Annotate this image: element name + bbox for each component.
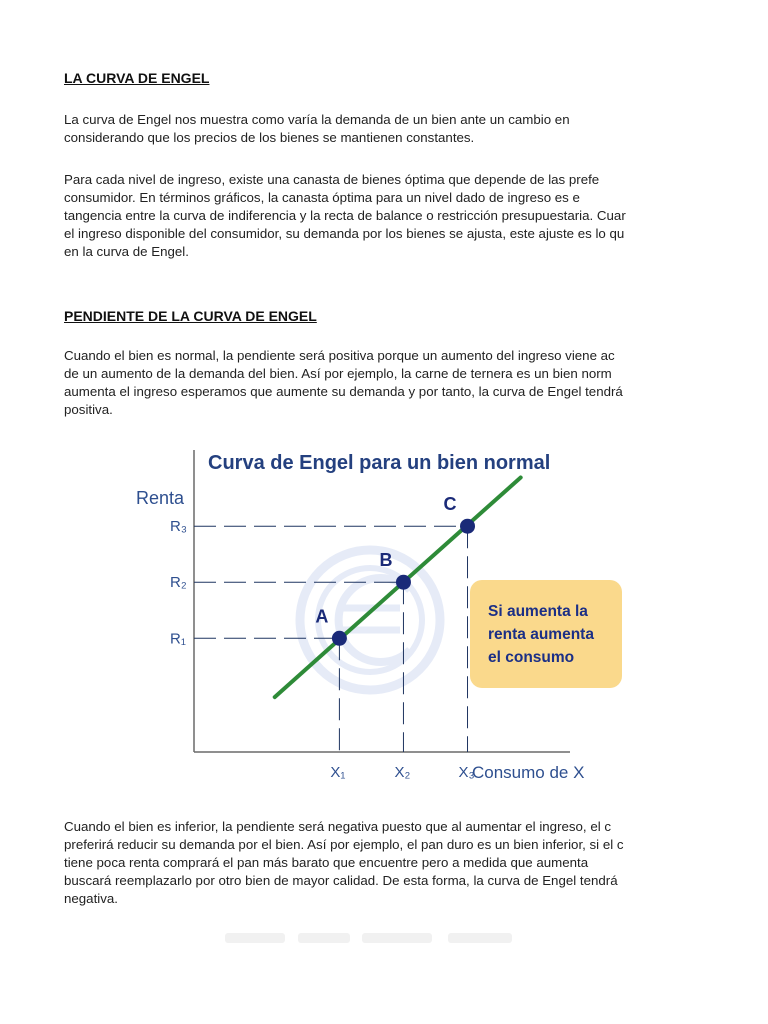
faded-text-fragment — [225, 933, 285, 943]
x-tick-label: X₁ — [330, 764, 346, 781]
x-axis-label: Consumo de X — [472, 763, 585, 782]
heading-slope: PENDIENTE DE LA CURVA DE ENGEL — [64, 308, 317, 324]
y-tick-label: R₁ — [170, 630, 186, 648]
paragraph-line: La curva de Engel nos muestra como varía la demanda de un bien ante un cambio en — [64, 112, 570, 127]
engel-curve-chart — [130, 440, 630, 790]
paragraph-intro — [64, 111, 704, 147]
callout-line: renta aumenta — [488, 626, 594, 643]
paragraph-line: buscará reemplazarlo por otro bien de mayor calidad. De esta forma, la curva de Engel tendrá — [64, 873, 618, 888]
paragraph-line: aumenta el ingreso esperamos que aumente su demanda y por tanto, la curva de Engel tendrá — [64, 384, 623, 399]
paragraph-line: considerando que los precios de los bienes se mantienen constantes. — [64, 130, 475, 145]
faded-text-fragment — [298, 933, 350, 943]
paragraph-line: Cuando el bien es inferior, la pendiente será negativa puesto que al aumentar el ingreso, el c — [64, 819, 612, 834]
paragraph-line: Para cada nivel de ingreso, existe una canasta de bienes óptima que depende de las prefe — [64, 172, 600, 187]
paragraph-line: positiva. — [64, 402, 113, 417]
paragraph-line: negativa. — [64, 891, 118, 906]
curve-point-b — [396, 575, 411, 590]
faded-text-fragment — [362, 933, 432, 943]
chart-title: Curva de Engel para un bien normal — [208, 452, 551, 474]
faded-text-fragment — [448, 933, 512, 943]
x-tick-label: X₂ — [394, 764, 411, 781]
point-label: C — [443, 494, 457, 515]
paragraph-line: en la curva de Engel. — [64, 244, 189, 259]
curve-point-a — [332, 631, 347, 646]
callout-box — [470, 580, 622, 688]
y-axis-label: Renta — [136, 488, 185, 508]
y-tick-label: R₃ — [170, 518, 187, 536]
callout-line: Si aumenta la — [488, 603, 588, 620]
paragraph-line: preferirá reducir su demanda por el bien. Así por ejemplo, el pan duro es un bien inferior, si el c — [64, 837, 624, 852]
x-tick-label: X₃ — [458, 764, 475, 781]
paragraph-line: consumidor. En términos gráficos, la canasta óptima para un nivel dado de ingreso es e — [64, 190, 580, 205]
point-label: B — [379, 550, 393, 571]
paragraph-inferior-good — [64, 818, 704, 908]
paragraph-line: tangencia entre la curva de indiferencia y la recta de balance o restricción presupuestaria. Cuar — [64, 208, 626, 223]
paragraph-normal-good — [64, 347, 704, 419]
paragraph-line: Cuando el bien es normal, la pendiente será positiva porque un aumento del ingreso viene ac — [64, 348, 615, 363]
paragraph-optimal-basket — [64, 171, 704, 261]
y-tick-label: R₂ — [170, 574, 187, 592]
paragraph-line: el ingreso disponible del consumidor, su demanda por los bienes se ajusta, este ajuste es lo qu — [64, 226, 625, 241]
paragraph-line: de un aumento de la demanda del bien. Así por ejemplo, la carne de ternera es un bien norm — [64, 366, 612, 381]
paragraph-line: tiene poca renta comprará el pan más barato que encuentre pero a medida que aumenta — [64, 855, 589, 870]
point-label: A — [315, 606, 329, 627]
heading-engel-curve: LA CURVA DE ENGEL — [64, 70, 210, 86]
callout-line: el consumo — [488, 649, 575, 666]
curve-point-c — [460, 519, 475, 534]
